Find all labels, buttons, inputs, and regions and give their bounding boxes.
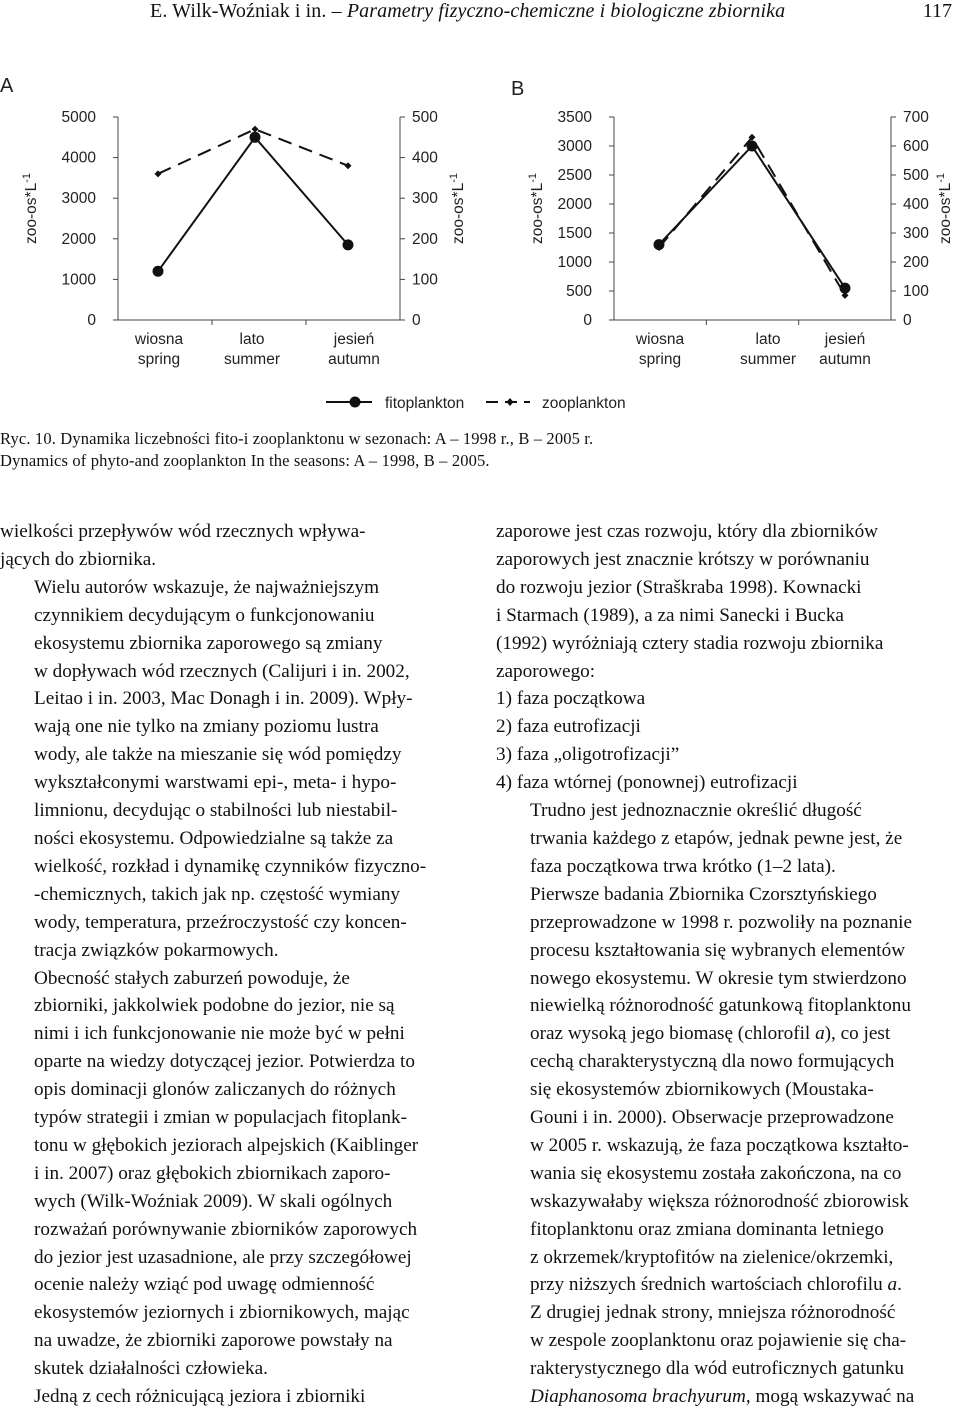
text-line: (1992) wyróżniają cztery stadia rozwoju zbiornika — [496, 632, 884, 654]
legend-fito-marker — [350, 397, 361, 408]
text-line: do jezior jest uzasadnione, ale przy szczegółowej — [34, 1246, 412, 1268]
chart-panel-a — [0, 75, 467, 368]
text-line: trwania każdego z etapów, jednak pewne jest, że — [530, 827, 903, 849]
x-category-label-en: spring — [137, 351, 181, 368]
chart-panel-b — [511, 78, 954, 368]
figure-legend — [326, 395, 626, 412]
text-line: nowego ekosystemu. W okresie tym stwierdzono — [530, 967, 907, 989]
text-line: wskazywałaby większa różnorodność zbiorowisk — [530, 1190, 909, 1212]
right-paragraph-3 — [496, 881, 960, 1411]
y-tick-label-right: 0 — [412, 312, 421, 329]
text-line: Jedną z cech różnicującą jeziora i zbiorniki — [34, 1386, 366, 1408]
text-line: ekosystemu zbiornika zaporowego są zmiany — [34, 632, 383, 654]
text-line: do rozwoju jezior (Straškraba 1998). Kownacki — [496, 576, 862, 598]
text-line: Pierwsze badania Zbiornika Czorsztyńskiego — [530, 883, 877, 905]
text-line: Leitao i in. 2003, Mac Donagh i in. 2009). Wpły- — [34, 688, 413, 710]
text-line: wych (Wilk-Woźniak 2009). W skali ogólnych — [34, 1190, 393, 1212]
text-line: ekosystemów jeziornych i zbiornikowych, mając — [34, 1302, 410, 1324]
text-line: Wielu autorów wskazuje, że najważniejszym — [34, 576, 379, 598]
x-category-label-pl: wiosna — [134, 331, 184, 348]
text-line: w 2005 r. wskazują, że faza początkowa kształto- — [530, 1134, 909, 1156]
text-line: zaporowe jest czas rozwoju, który dla zbiorników — [496, 521, 879, 542]
text-fragment: przy niższych średnich wartościach chlorofilu — [530, 1274, 888, 1296]
x-category-label-pl: jesień — [824, 331, 866, 348]
y-tick-label-left: 3000 — [557, 138, 592, 155]
zooplankton-data-point — [155, 170, 162, 177]
text-fragment: oraz wysoką jego biomasę (chlorofil — [530, 1023, 816, 1045]
y-tick-label-right: 700 — [903, 109, 929, 126]
y-tick-label-right: 200 — [412, 230, 438, 248]
text-line: skutek działalności człowieka. — [34, 1358, 268, 1380]
text-line: nimi i ich funkcjonowanie nie może być w pełni — [34, 1023, 405, 1045]
text-line: i in. 2007) oraz głębokich zbiornikach zaporo- — [34, 1162, 391, 1184]
y-tick-label-left: 0 — [87, 312, 96, 329]
text-line: jących do zbiornika. — [0, 548, 157, 570]
list-item: 4) faza wtórnej (ponownej) eutrofizacji — [496, 772, 798, 794]
fitoplankton-data-point — [250, 132, 261, 143]
text-line: rakterystycznego dla wód eutroficznych gatunku — [530, 1358, 905, 1380]
left-text-column — [0, 518, 464, 1411]
x-category-label-pl: jesień — [333, 331, 375, 348]
text-line: opis dominacji glonów zaliczanych do różnych — [34, 1079, 396, 1101]
text-line: cechą charakterystyczną dla nowo formujących — [530, 1051, 895, 1073]
text-line: oparte na wiedzy dotyczącej jezior. Potwierdza to — [34, 1051, 415, 1073]
legend-zoo-label: zooplankton — [542, 395, 626, 412]
y-tick-label-right: 600 — [903, 138, 929, 155]
x-category-label-en: autumn — [328, 351, 380, 368]
y-tick-label-right: 400 — [903, 196, 929, 213]
header-italic-title: Parametry fizyczno-chemiczne i biologiczne zbiornika — [346, 0, 786, 22]
text-line: Gouni i in. 2000). Obserwacje przeprowadzone — [530, 1107, 894, 1129]
right-paragraph-2 — [496, 797, 960, 881]
x-category-label-en: summer — [224, 351, 280, 368]
fitoplankton-data-point — [343, 239, 354, 250]
y-tick-label-left: 1000 — [61, 271, 96, 289]
text-line: wykształconymi warstwami epi-, meta- i hypo- — [34, 772, 397, 794]
italic-fragment: a — [887, 1274, 898, 1296]
species-name: Diaphanosoma brachyurum — [530, 1386, 746, 1408]
y-axis-title-left: zoo-$os*L^{-1}$ — [527, 173, 546, 244]
left-paragraph-2 — [0, 574, 464, 965]
x-category-label-pl: wiosna — [635, 331, 685, 348]
text-line: ności ekosystemu. Odpowiedzialne są także za — [34, 827, 394, 849]
text-line — [496, 1020, 960, 1048]
y-tick-label-left: 5000 — [61, 109, 96, 126]
text-line: tracja związków pokarmowych. — [34, 939, 279, 961]
x-category-label-en: autumn — [819, 351, 871, 368]
list-item: 3) faza „oligotrofizacji” — [496, 744, 680, 766]
panel-letter-a: A — [0, 75, 14, 97]
text-line: wają one nie tylko na zmiany poziomu lustra — [34, 716, 379, 738]
text-line: Z drugiej jednak strony, mniejsza różnorodność — [530, 1302, 896, 1324]
zooplankton-data-point — [345, 162, 352, 169]
caption-english: Dynamics of phyto-and zooplankton In the seasons: A – 1998, B – 2005. — [0, 451, 490, 470]
text-line: wielkość, rozkład i dynamikę czynników fizyczno- — [34, 855, 427, 877]
y-tick-label-right: 500 — [903, 167, 929, 184]
list-item: 1) faza początkowa — [496, 688, 646, 710]
text-line: wania się ekosystemu została zakończona, na co — [530, 1162, 902, 1184]
x-category-label-en: summer — [740, 351, 796, 368]
x-category-label-en: spring — [638, 351, 682, 368]
text-line: Trudno jest jednoznacznie określić długość — [530, 800, 862, 822]
text-line: niewielką różnorodność gatunkową fitoplanktonu — [530, 995, 911, 1017]
text-line: w dopływach wód rzecznych (Calijuri i in. 2002, — [34, 660, 410, 682]
fitoplankton-series-line — [158, 137, 348, 271]
left-paragraph-1 — [0, 518, 464, 574]
y-tick-label-right: 300 — [412, 190, 438, 208]
text-line: Obecność stałych zaburzeń powoduje, że — [34, 967, 350, 989]
text-line: limnionu, decydując o stabilności lub niestabil- — [34, 800, 398, 822]
fitoplankton-series-line — [659, 146, 845, 288]
text-line: -chemicznych, takich jak np. częstość wymiany — [34, 883, 401, 905]
header-authors: E. Wilk-Woźniak i in. – — [150, 0, 347, 22]
text-line: faza początkowa trwa krótko (1–2 lata). — [530, 855, 836, 877]
running-header — [0, 0, 960, 34]
left-paragraph-4 — [0, 1383, 464, 1411]
right-text-column — [496, 518, 960, 1411]
text-line: tonu w głębokich jeziorach alpejskich (Kaiblinger — [34, 1134, 419, 1156]
y-tick-label-right: 200 — [903, 254, 929, 271]
text-fragment: ), co jest — [824, 1023, 891, 1045]
y-axis-title-right: zoo-$os*L^{-1}$ — [448, 173, 467, 244]
y-tick-label-left: 1500 — [557, 225, 592, 242]
text-line: się ekosystemów zbiornikowych (Moustaka- — [530, 1079, 874, 1101]
caption-polish: Ryc. 10. Dynamika liczebności fito-i zooplanktonu w sezonach: A – 1998 r., B – 2005 r. — [0, 429, 594, 448]
text-line: zaporowego: — [496, 660, 596, 682]
x-category-label-pl: lato — [239, 331, 265, 348]
right-paragraph-1 — [496, 518, 960, 685]
left-paragraph-3 — [0, 965, 464, 1384]
y-tick-label-right: 100 — [903, 283, 929, 300]
italic-fragment: a — [815, 1023, 825, 1045]
y-tick-label-left: 0 — [583, 312, 592, 329]
legend-fito-label: fitoplankton — [385, 395, 465, 412]
text-line: fitoplanktonu oraz zmiana dominanta letniego — [530, 1218, 884, 1240]
y-tick-label-left: 4000 — [61, 149, 96, 167]
y-tick-label-left: 1000 — [557, 254, 592, 271]
y-tick-label-left: 2000 — [61, 230, 96, 248]
y-axis-title-right: zoo-$os*L^{-1}$ — [935, 173, 954, 244]
panel-letter-b: B — [511, 78, 525, 100]
figure-10 — [0, 60, 960, 425]
text-line: z okrzemek/kryptofitów na zielenice/okrzemki, — [530, 1246, 894, 1268]
text-line: wody, ale także na mieszanie się wód pomiędzy — [34, 744, 402, 766]
y-tick-label-left: 2000 — [557, 196, 592, 213]
text-line: wody, temperatura, przeźroczystość czy koncen- — [34, 911, 407, 933]
fitoplankton-data-point — [153, 266, 164, 277]
text-fragment: , mogą wskazywać na — [745, 1386, 915, 1408]
text-line: ocenie należy wziąć pod uwagę odmienność — [34, 1274, 375, 1296]
text-line: w zespole zooplanktonu oraz pojawienie się cha- — [530, 1330, 907, 1352]
y-tick-label-left: 2500 — [557, 167, 592, 184]
text-line: czynnikiem decydującym o funkcjonowaniu — [34, 604, 375, 626]
zooplankton-data-point — [252, 126, 259, 133]
text-line: typów strategii i zmian w populacjach fitoplank- — [34, 1107, 407, 1129]
header-title — [150, 0, 785, 23]
y-axis-title-left: zoo-$os*L^{-1}$ — [21, 173, 40, 244]
text-line: procesu kształtowania się wybranych elementów — [530, 939, 906, 961]
text-line: wielkości przepływów wód rzecznych wpływa- — [0, 521, 366, 542]
text-line: rozważań porównywanie zbiorników zaporowych — [34, 1218, 418, 1240]
y-tick-label-right: 0 — [903, 312, 912, 329]
legend-zoo-marker — [507, 398, 514, 406]
x-category-label-pl: lato — [755, 331, 781, 348]
y-tick-label-right: 500 — [412, 109, 438, 126]
text-line: na uwadze, że zbiorniki zaporowe powstały na — [34, 1330, 393, 1352]
y-tick-label-right: 300 — [903, 225, 929, 242]
development-stages-list — [496, 685, 960, 797]
y-tick-label-left: 3000 — [61, 190, 96, 208]
list-item: 2) faza eutrofizacji — [496, 716, 641, 738]
y-tick-label-right: 100 — [412, 271, 438, 289]
text-line: zaporowych jest znacznie krótszy w porównaniu — [496, 548, 870, 570]
text-line — [496, 1383, 960, 1411]
page-number: 117 — [922, 0, 952, 22]
text-line: zbiorniki, jakkolwiek podobne do jezior, nie są — [34, 995, 395, 1017]
text-line: i Starmach (1989), a za nimi Sanecki i Bucka — [496, 604, 844, 626]
text-line — [496, 1271, 960, 1299]
figure-caption — [0, 428, 593, 472]
y-tick-label-left: 500 — [566, 283, 592, 300]
text-line: przeprowadzone w 1998 r. pozwoliły na poznanie — [530, 911, 913, 933]
y-tick-label-right: 400 — [412, 149, 438, 167]
text-fragment: . — [897, 1274, 902, 1296]
y-tick-label-left: 3500 — [557, 109, 592, 126]
